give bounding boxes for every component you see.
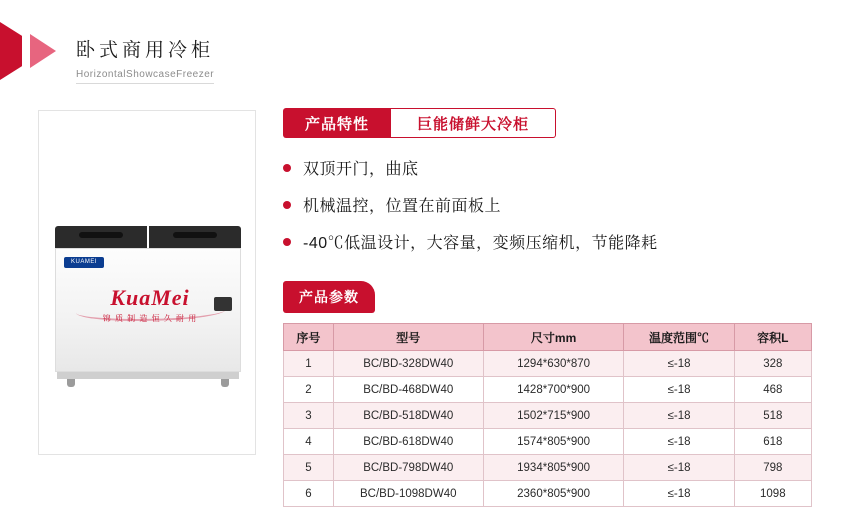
column-header-model: 型号: [333, 324, 483, 351]
cell-no: 1: [284, 351, 334, 377]
cell-model: BC/BD-1098DW40: [333, 481, 483, 507]
freezer-handle-right: [173, 232, 217, 238]
freezer-body: [55, 248, 241, 372]
cell-size: 1574*805*900: [483, 429, 624, 455]
table-row: [284, 351, 812, 377]
cell-model: BC/BD-618DW40: [333, 429, 483, 455]
section-header-tabs: [283, 108, 823, 138]
cell-temperature: ≤-18: [624, 351, 734, 377]
page-title: [76, 38, 214, 84]
cell-temperature: ≤-18: [624, 403, 734, 429]
cell-no: 5: [284, 455, 334, 481]
feature-text: -40℃低温设计，大容量，变频压缩机，节能降耗: [303, 235, 658, 252]
cell-size: 1294*630*870: [483, 351, 624, 377]
cell-temperature: ≤-18: [624, 429, 734, 455]
cell-model: BC/BD-328DW40: [333, 351, 483, 377]
bullet-icon: [283, 201, 291, 209]
section-title-parameters: 产品参数: [283, 281, 375, 313]
freezer-foot-left: [67, 379, 75, 387]
table-header-row: [284, 324, 812, 351]
column-header-size: 尺寸mm: [483, 324, 624, 351]
cell-volume: 618: [734, 429, 811, 455]
specs-table: [283, 323, 812, 507]
freezer-brand-logo: KuaMei: [110, 285, 190, 310]
cell-temperature: ≤-18: [624, 455, 734, 481]
tab-product-tagline[interactable]: 巨能储鲜大冷柜: [391, 108, 556, 138]
cell-model: BC/BD-518DW40: [333, 403, 483, 429]
feature-text: 双顶开门，曲底: [303, 161, 419, 178]
cell-no: 6: [284, 481, 334, 507]
cell-volume: 518: [734, 403, 811, 429]
freezer-control-panel: [214, 297, 232, 311]
cell-model: BC/BD-798DW40: [333, 455, 483, 481]
cell-size: 1502*715*900: [483, 403, 624, 429]
feature-list: [283, 156, 823, 253]
freezer-handle-left: [79, 232, 123, 238]
table-row: [284, 377, 812, 403]
page-title-en: HorizontalShowcaseFreezer: [76, 69, 214, 84]
freezer-illustration: [55, 226, 241, 391]
column-header-volume: 容积L: [734, 324, 811, 351]
arrow-shape-accent: [30, 34, 56, 68]
list-item: [283, 193, 823, 216]
content-area: [283, 108, 823, 507]
cell-model: BC/BD-468DW40: [333, 377, 483, 403]
cell-temperature: ≤-18: [624, 377, 734, 403]
cell-size: 1428*700*900: [483, 377, 624, 403]
cell-size: 2360*805*900: [483, 481, 624, 507]
table-row: [284, 403, 812, 429]
bullet-icon: [283, 238, 291, 246]
decorative-arrow-icon: [0, 22, 62, 80]
cell-volume: 798: [734, 455, 811, 481]
cell-volume: 1098: [734, 481, 811, 507]
table-row: [284, 481, 812, 507]
cell-temperature: ≤-18: [624, 481, 734, 507]
freezer-base: [57, 372, 239, 379]
feature-text: 机械温控，位置在前面板上: [303, 198, 502, 215]
cell-no: 4: [284, 429, 334, 455]
list-item: [283, 156, 823, 179]
cell-no: 3: [284, 403, 334, 429]
freezer-foot-right: [221, 379, 229, 387]
table-row: [284, 429, 812, 455]
freezer-brand-slogan: 锦 质 制 造 恒 久 耐 用: [102, 314, 198, 323]
cell-volume: 328: [734, 351, 811, 377]
cell-volume: 468: [734, 377, 811, 403]
cell-size: 1934*805*900: [483, 455, 624, 481]
page-title-cn: 卧式商用冷柜: [76, 40, 215, 61]
column-header-no: 序号: [284, 324, 334, 351]
column-header-temperature: 温度范围℃: [624, 324, 734, 351]
freezer-lid-split: [147, 226, 149, 248]
freezer-badge: KUAMEI: [64, 257, 104, 268]
bullet-icon: [283, 164, 291, 172]
tab-product-features[interactable]: 产品特性: [283, 108, 391, 138]
product-image-panel: [38, 110, 256, 455]
list-item: [283, 230, 823, 253]
table-row: [284, 455, 812, 481]
cell-no: 2: [284, 377, 334, 403]
